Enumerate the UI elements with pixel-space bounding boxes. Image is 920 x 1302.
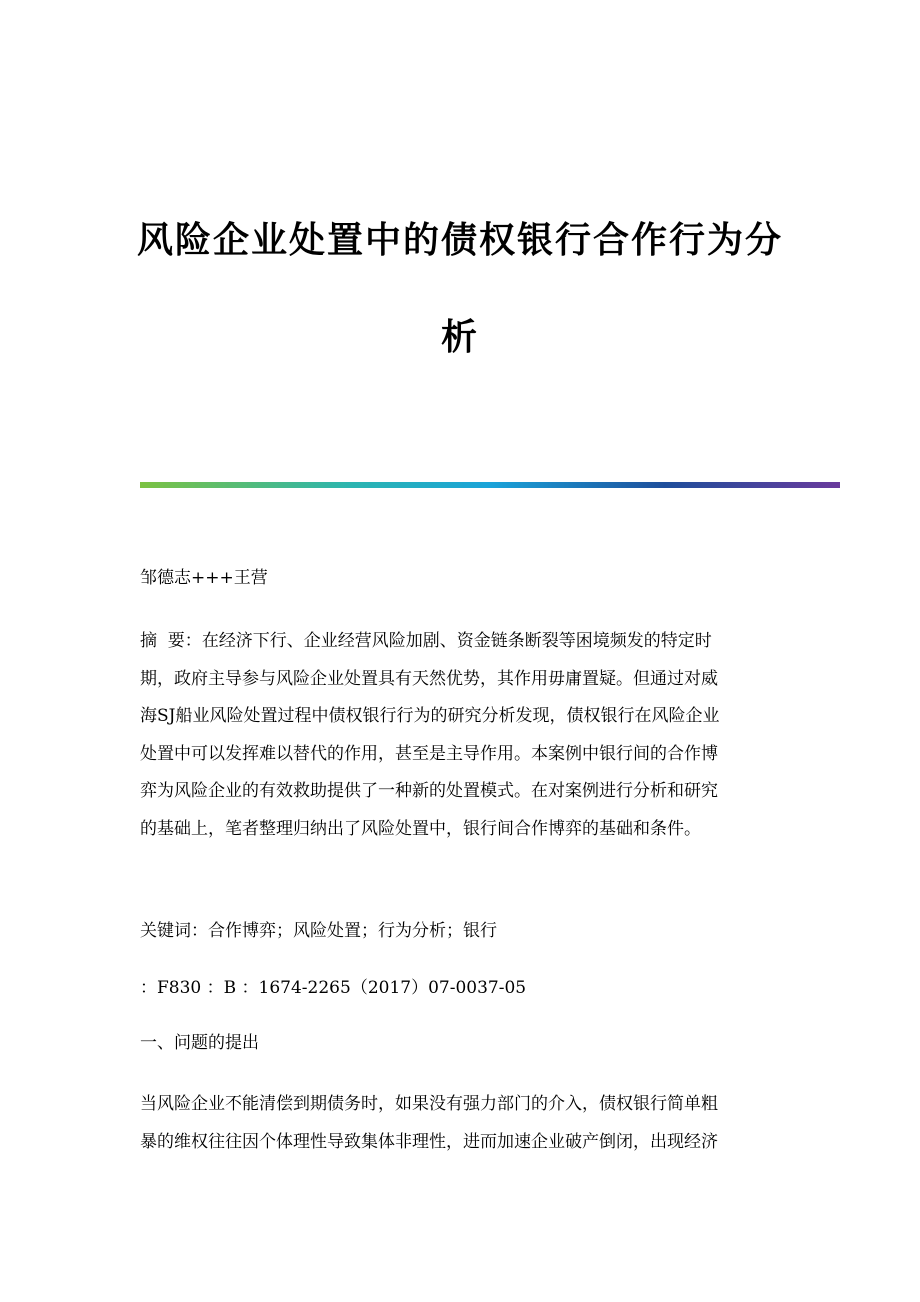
- abstract-line: 期，政府主导参与风险企业处置具有天然优势，其作用毋庸置疑。但通过对威: [140, 668, 718, 689]
- body-paragraph: [140, 1085, 790, 1161]
- title-divider: [140, 482, 840, 488]
- section-heading: 一、问题的提出: [140, 1033, 259, 1053]
- abstract-line: 海SJ船业风险处置过程中债权银行行为的研究分析发现，债权银行在风险企业: [140, 706, 720, 726]
- body-line: 暴的维权往往因个体理性导致集体非理性，进而加速企业破产倒闭，出现经济: [140, 1132, 718, 1152]
- abstract-line: 的基础上，笔者整理归纳出了风险处置中，银行间合作博弈的基础和条件。: [140, 818, 701, 839]
- classification-codes: ：F830 ：B ：1674-2265（2017）07-0037-05: [140, 978, 527, 998]
- abstract: [140, 623, 790, 848]
- page-title-continued: 析: [440, 317, 479, 358]
- body-line: 当风险企业不能清偿到期债务时，如果没有强力部门的介入，债权银行简单粗: [140, 1094, 718, 1114]
- abstract-line: 弈为风险企业的有效救助提供了一种新的处置模式。在对案例进行分析和研究: [140, 781, 718, 801]
- page-title: 风险企业处置中的债权银行合作行为分: [136, 220, 783, 261]
- keywords: 关键词：合作博弈；风险处置；行为分析；银行: [140, 921, 497, 941]
- author-line: 邹德志+++王营: [140, 568, 268, 588]
- abstract-label: 摘 要：: [140, 631, 202, 651]
- abstract-line: 处置中可以发挥难以替代的作用，甚至是主导作用。本案例中银行间的合作博: [140, 743, 718, 764]
- abstract-line: 摘 要：在经济下行、企业经营风险加剧、资金链条断裂等困境频发的特定时: [140, 631, 712, 651]
